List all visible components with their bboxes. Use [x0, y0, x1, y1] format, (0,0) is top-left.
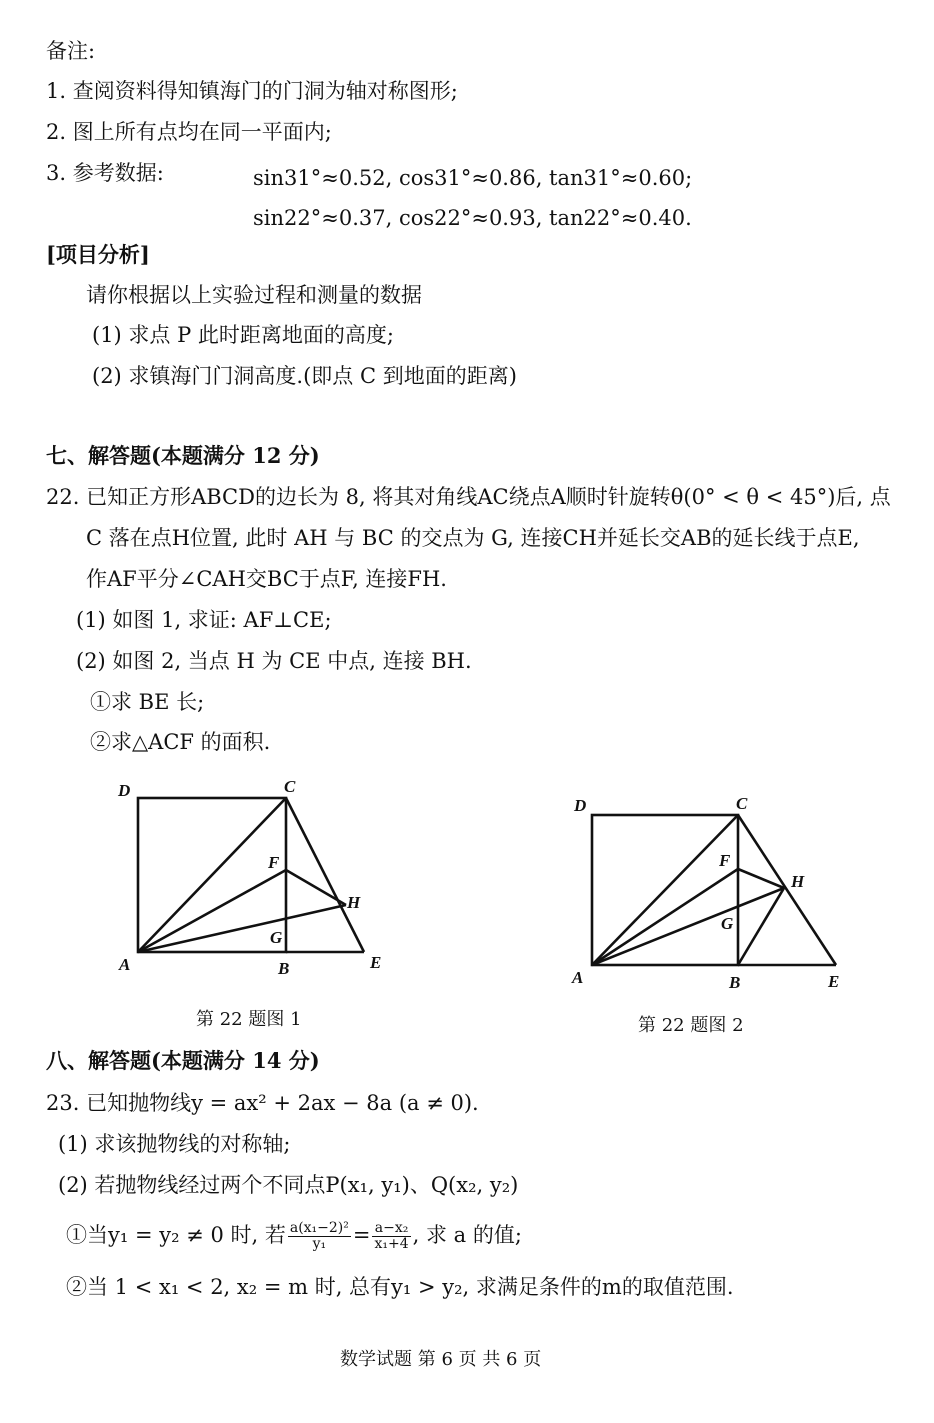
notes-item-1: 1. 查阅资料得知镇海门的门洞为轴对称图形; — [46, 79, 458, 103]
fig2-label-a: A — [572, 968, 584, 987]
problem-22-question-2b: ②求△ACF 的面积. — [90, 730, 271, 754]
reference-data-line-2: sin22°≈0.37, cos22°≈0.93, tan22°≈0.40. — [253, 206, 692, 230]
fig1-label-f: F — [268, 853, 280, 872]
fig1-line-ah — [138, 905, 346, 952]
fig1-label-d: D — [118, 781, 131, 800]
problem-22-line-3: 作AF平分∠CAH交BC于点F, 连接FH. — [86, 567, 447, 591]
fig2-line-af — [592, 869, 738, 965]
figure-22-2-caption: 第 22 题图 2 — [638, 1015, 744, 1036]
analysis-intro: 请你根据以上实验过程和测量的数据 — [86, 283, 422, 307]
section-7-title: 七、解答题(本题满分 12 分) — [46, 443, 320, 468]
fraction-1 — [288, 1221, 351, 1252]
notes-item-2: 2. 图上所有点均在同一平面内; — [46, 120, 332, 144]
fig2-line-ac — [592, 815, 738, 965]
equals-sign: = — [352, 1223, 371, 1247]
notes-item-3-label: 3. 参考数据: — [46, 161, 164, 185]
fig1-label-b: B — [278, 959, 290, 978]
fraction-1-denominator: y₁ — [312, 1236, 327, 1252]
fig2-label-g: G — [721, 914, 734, 933]
q2a-suffix: , 求 a 的值; — [412, 1223, 522, 1247]
problem-22-question-2a: ①求 BE 长; — [90, 690, 205, 714]
figure-22-1 — [100, 770, 400, 985]
reference-data-line-1: sin31°≈0.52, cos31°≈0.86, tan31°≈0.60; — [253, 166, 693, 190]
fig2-label-b: B — [729, 973, 741, 992]
problem-22-question-1: (1) 如图 1, 求证: AF⊥CE; — [76, 608, 332, 632]
problem-23-question-2b: ②当 1 < x₁ < 2, x₂ = m 时, 总有y₁ > y₂, 求满足条件的m的取值范围. — [66, 1275, 734, 1299]
fig1-label-e: E — [370, 953, 382, 972]
fig1-line-af — [138, 870, 286, 952]
fig1-line-fh — [286, 870, 346, 905]
analysis-title: [项目分析] — [46, 242, 150, 267]
problem-22-question-2: (2) 如图 2, 当点 H 为 CE 中点, 连接 BH. — [76, 649, 472, 673]
section-8-title: 八、解答题(本题满分 14 分) — [46, 1048, 320, 1073]
problem-23-question-1: (1) 求该抛物线的对称轴; — [58, 1132, 291, 1156]
fig1-line-ac — [138, 798, 286, 952]
problem-23-question-2a — [66, 1220, 522, 1252]
problem-22-line-1: 22. 已知正方形ABCD的边长为 8, 将其对角线AC绕点A顺时针旋转θ(0° < θ < 45°)后, 点 — [46, 485, 891, 509]
fig1-label-c: C — [284, 777, 296, 796]
analysis-question-1: (1) 求点 P 此时距离地面的高度; — [92, 323, 394, 347]
figure-22-2 — [560, 785, 860, 1000]
fraction-2 — [372, 1221, 410, 1252]
analysis-question-2: (2) 求镇海门门洞高度.(即点 C 到地面的距离) — [92, 364, 517, 388]
fig1-label-h: H — [347, 893, 361, 912]
fig2-label-e: E — [828, 972, 840, 991]
fig2-label-d: D — [574, 796, 587, 815]
figure-22-1-caption: 第 22 题图 1 — [196, 1009, 302, 1030]
fraction-1-numerator: a(x₁−2)² — [289, 1220, 349, 1236]
fraction-2-numerator: a−x₂ — [372, 1221, 410, 1237]
fig2-line-ah — [592, 888, 784, 965]
notes-title: 备注: — [46, 39, 96, 63]
fig2-label-f: F — [719, 851, 731, 870]
fig2-label-h: H — [791, 872, 805, 891]
fraction-2-denominator: x₁+4 — [374, 1236, 409, 1252]
fig2-label-c: C — [736, 794, 748, 813]
fig2-line-bh — [738, 888, 784, 965]
problem-22-line-2: C 落在点H位置, 此时 AH 与 BC 的交点为 G, 连接CH并延长交AB的延长线于点E, — [86, 526, 860, 550]
problem-23-line-1: 23. 已知抛物线y = ax² + 2ax − 8a (a ≠ 0). — [46, 1091, 479, 1115]
page-footer: 数学试题 第 6 页 共 6 页 — [340, 1349, 542, 1370]
fig2-line-fh — [738, 869, 784, 888]
q2a-prefix: ①当y₁ = y₂ ≠ 0 时, 若 — [66, 1223, 286, 1247]
problem-23-question-2: (2) 若抛物线经过两个不同点P(x₁, y₁)、Q(x₂, y₂) — [58, 1173, 519, 1197]
fig1-label-a: A — [119, 955, 131, 974]
fig1-line-ch — [286, 798, 364, 952]
fig1-label-g: G — [270, 928, 283, 947]
